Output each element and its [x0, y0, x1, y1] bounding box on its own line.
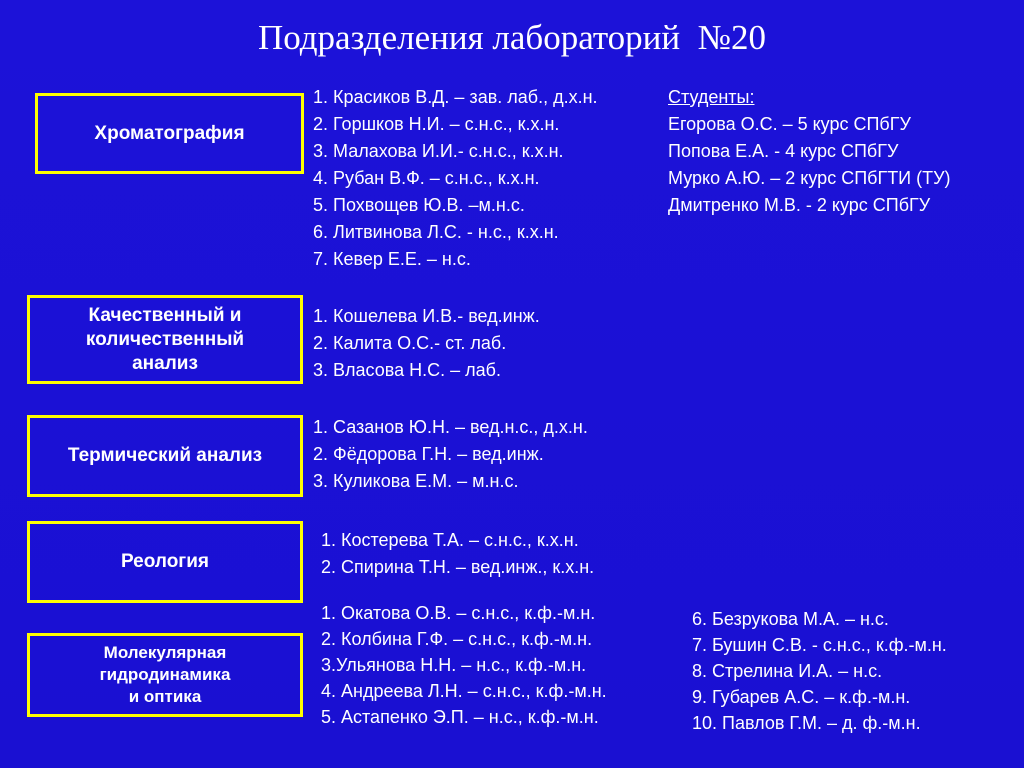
slide-title: Подразделения лабораторий №20	[257, 18, 767, 57]
list-item: 3. Власова Н.С. – лаб.	[313, 360, 501, 380]
staff-list-rheology	[321, 527, 594, 581]
list-item: 2. Спирина Т.Н. – вед.инж., к.х.н.	[321, 557, 595, 577]
list-item: Попова Е.А. - 4 курс СПбГУ	[668, 141, 899, 161]
list-item: 4. Рубан В.Ф. – с.н.с., к.х.н.	[313, 168, 540, 188]
list-item: 1. Кошелева И.В.- вед.инж.	[313, 306, 540, 326]
staff-list-hydrodynamics-cont	[692, 606, 947, 736]
list-item: 5. Похвощев Ю.В. –м.н.с.	[313, 195, 525, 215]
list-item: Мурко А.Ю. – 2 курс СПбГТИ (ТУ)	[668, 168, 951, 188]
staff-list-thermal	[313, 414, 588, 495]
list-item: 7. Бушин С.В. - с.н.с., к.ф.-м.н.	[692, 635, 947, 655]
unit-box-thermal: Термический анализ	[27, 415, 303, 497]
unit-box-hydrodynamics: Молекулярная гидродинамика и оптика	[27, 633, 303, 717]
staff-list-analysis	[313, 303, 540, 384]
list-item: 3. Малахова И.И.- с.н.с., к.х.н.	[313, 141, 564, 161]
list-item: 9. Губарев А.С. – к.ф.-м.н.	[692, 687, 911, 707]
unit-box-rheology: Реология	[27, 521, 303, 603]
staff-list-hydrodynamics	[321, 600, 607, 730]
list-item: 6. Литвинова Л.С. - н.с., к.х.н.	[313, 222, 559, 242]
list-item: 3.Ульянова Н.Н. – н.с., к.ф.-м.н.	[321, 655, 587, 675]
list-item: 1. Костерева Т.А. – с.н.с., к.х.н.	[321, 530, 579, 550]
list-item: 10. Павлов Г.М. – д. ф.-м.н.	[692, 713, 921, 733]
list-item: 8. Стрелина И.А. – н.с.	[692, 661, 883, 681]
list-item: 4. Андреева Л.Н. – с.н.с., к.ф.-м.н.	[321, 681, 607, 701]
list-item: Егорова О.С. – 5 курс СПбГУ	[668, 114, 911, 134]
staff-list-chromatography	[313, 84, 598, 273]
list-item: 2. Калита О.С.- ст. лаб.	[313, 333, 507, 353]
list-item: 7. Кевер Е.Е. – н.с.	[313, 249, 471, 269]
list-item: 6. Безрукова М.А. – н.с.	[692, 609, 889, 629]
list-item: Дмитренко М.В. - 2 курс СПбГУ	[668, 195, 931, 215]
list-item: 2. Колбина Г.Ф. – с.н.с., к.ф.-м.н.	[321, 629, 593, 649]
list-item: 3. Куликова Е.М. – м.н.с.	[313, 471, 519, 491]
list-item: 5. Астапенко Э.П. – н.с., к.ф.-м.н.	[321, 707, 599, 727]
list-item: 1. Сазанов Ю.Н. – вед.н.с., д.х.н.	[313, 417, 588, 437]
list-item: 1. Окатова О.В. – с.н.с., к.ф.-м.н.	[321, 603, 596, 623]
list-item: 2. Горшков Н.И. – с.н.с., к.х.н.	[313, 114, 560, 134]
students-list	[668, 84, 951, 219]
unit-box-chromatography: Хроматография	[35, 93, 304, 174]
list-item: 1. Красиков В.Д. – зав. лаб., д.х.н.	[313, 87, 598, 107]
students-heading: Студенты:	[668, 87, 755, 107]
list-item: 2. Фёдорова Г.Н. – вед.инж.	[313, 444, 544, 464]
unit-box-analysis: Качественный и количественный анализ	[27, 295, 303, 384]
